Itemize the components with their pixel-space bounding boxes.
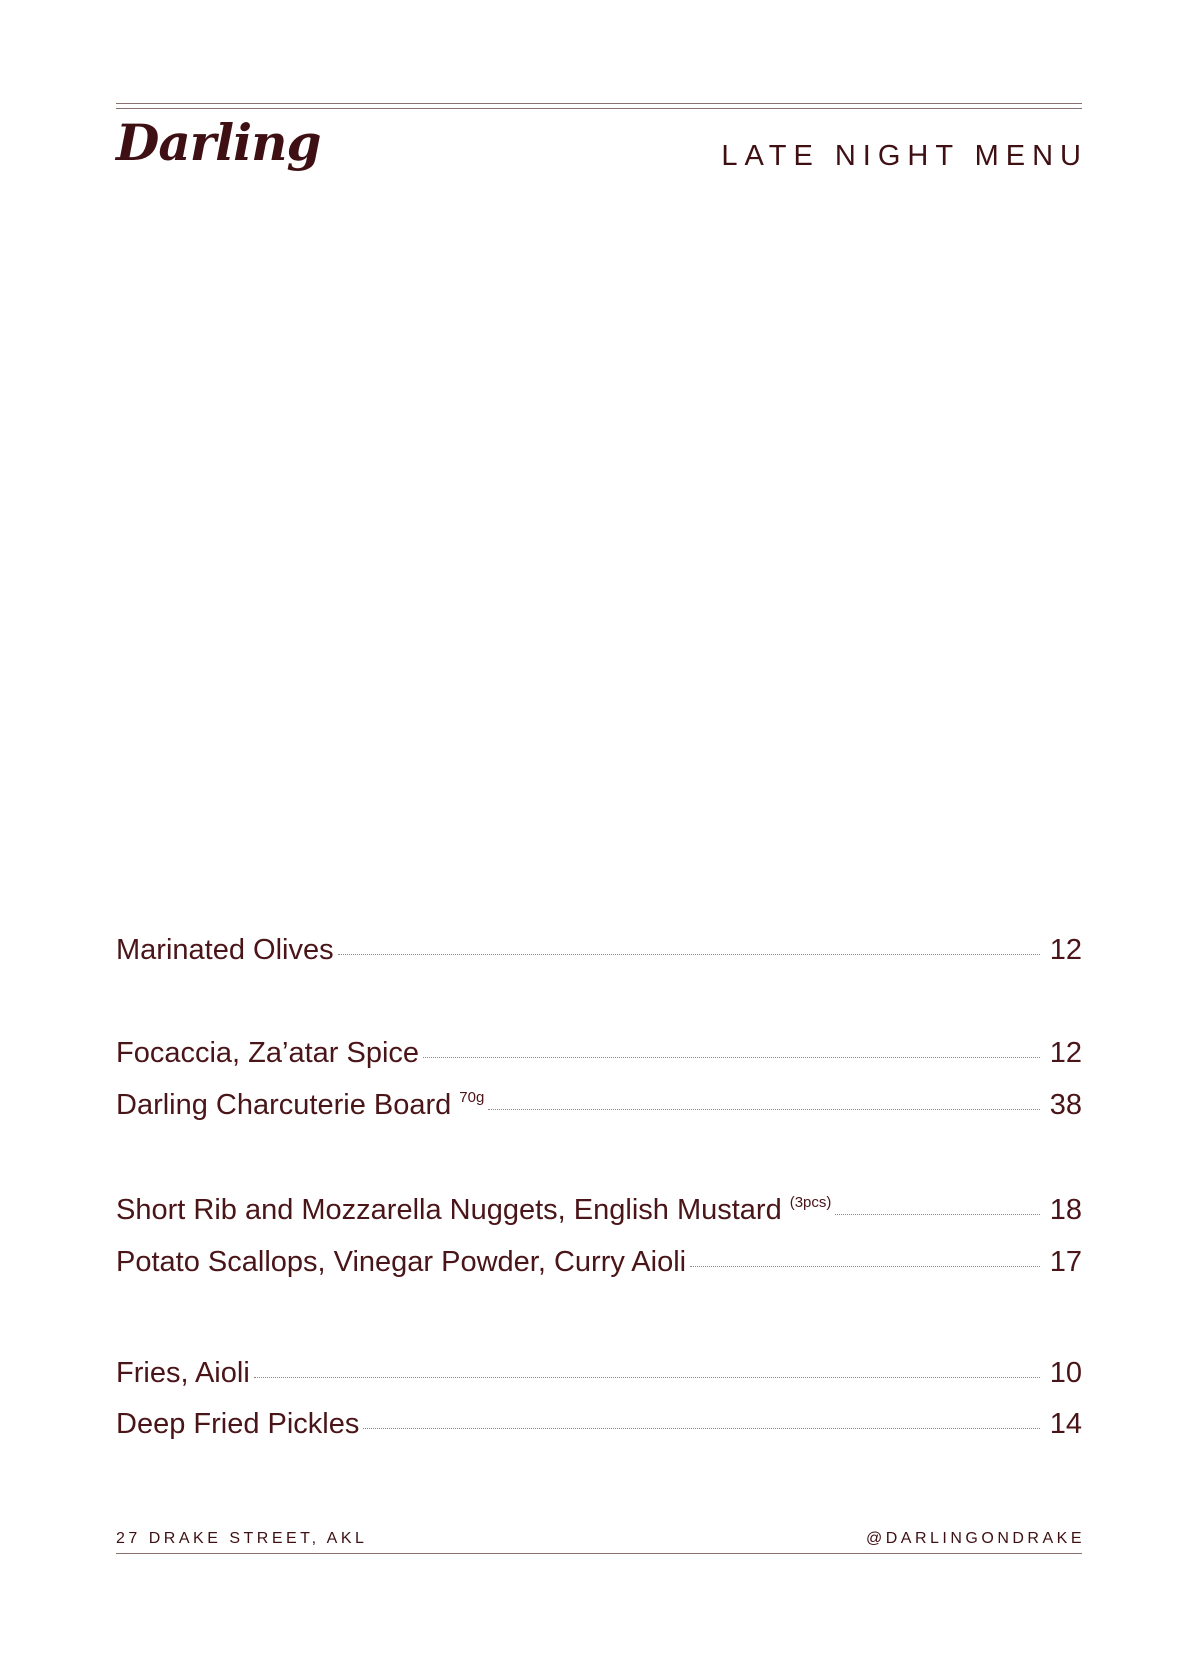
dotted-leader bbox=[363, 1428, 1039, 1429]
menu-item-price: 12 bbox=[1049, 934, 1082, 966]
menu-item-price: 14 bbox=[1049, 1408, 1082, 1440]
menu-item-price: 12 bbox=[1049, 1037, 1082, 1069]
menu-item-name: Potato Scallops, Vinegar Powder, Curry Aioli bbox=[116, 1246, 687, 1278]
menu-item-name: Darling Charcuterie Board bbox=[116, 1089, 452, 1121]
bottom-rule bbox=[116, 1553, 1082, 1554]
footer-address: 27 DRAKE STREET, AKL bbox=[116, 1530, 368, 1547]
menu-item-name: Short Rib and Mozzarella Nuggets, English Mustard bbox=[116, 1194, 782, 1226]
dotted-leader bbox=[488, 1109, 1039, 1110]
dotted-leader bbox=[338, 954, 1040, 955]
menu-item bbox=[116, 1087, 1082, 1128]
footer-social-handle: @DARLINGONDRAKE bbox=[866, 1530, 1085, 1547]
menu-item-price: 10 bbox=[1049, 1357, 1082, 1389]
menu-item-price: 18 bbox=[1049, 1194, 1082, 1226]
menu-item-name: Focaccia, Za’atar Spice bbox=[116, 1037, 420, 1069]
menu-item bbox=[116, 1192, 1082, 1233]
menu-item bbox=[116, 1355, 1082, 1391]
menu-item-note: (3pcs) bbox=[789, 1194, 832, 1211]
menu-item-note: 70g bbox=[459, 1089, 485, 1106]
menu-item-name: Deep Fried Pickles bbox=[116, 1408, 360, 1440]
menu-item bbox=[116, 932, 1082, 968]
menu-item-price: 38 bbox=[1049, 1089, 1082, 1121]
dotted-leader bbox=[254, 1377, 1040, 1378]
menu-item-price: 17 bbox=[1049, 1246, 1082, 1278]
top-double-rule bbox=[116, 103, 1082, 109]
menu-page bbox=[116, 0, 1088, 1657]
menu-item-name: Marinated Olives bbox=[116, 934, 334, 966]
dotted-leader bbox=[835, 1214, 1039, 1215]
menu-title: LATE NIGHT MENU bbox=[721, 140, 1088, 172]
brand-logo: Darling bbox=[116, 113, 321, 172]
menu-item bbox=[116, 1244, 1082, 1280]
menu-item bbox=[116, 1035, 1082, 1071]
menu-item-name: Fries, Aioli bbox=[116, 1357, 250, 1389]
menu-item bbox=[116, 1406, 1082, 1442]
dotted-leader bbox=[423, 1057, 1040, 1058]
dotted-leader bbox=[690, 1266, 1040, 1267]
